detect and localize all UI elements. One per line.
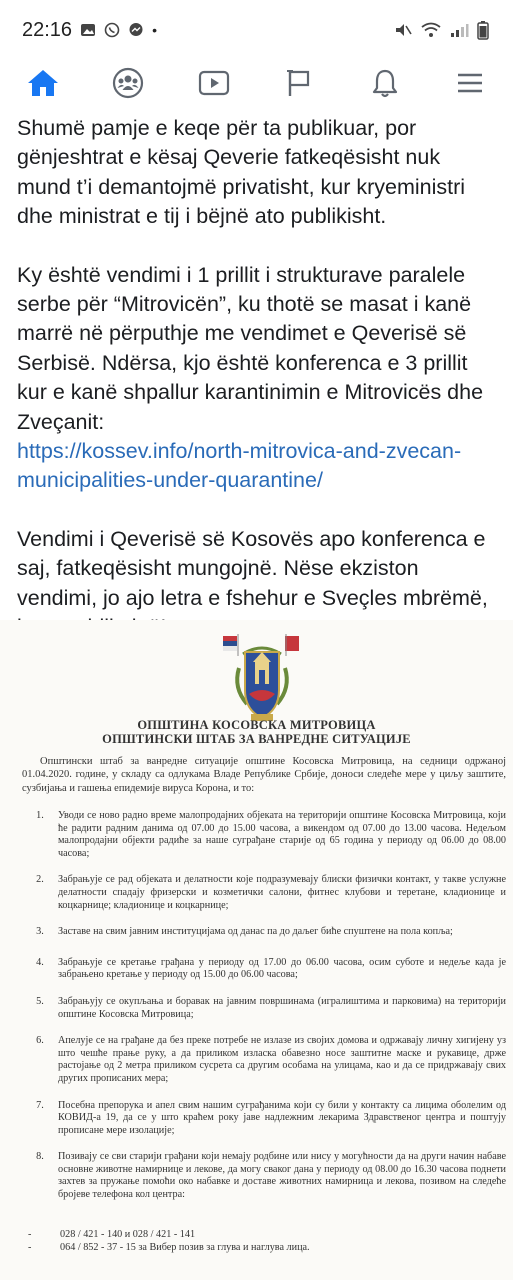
document-measures-list [22,810,506,1216]
flag-icon [284,68,314,98]
measure-item [22,810,506,860]
measure-text: Уводи се ново радно време малопродајних објеката на територији општине Косовска Митровица, који ће радити радним данима од 07.00 до 15.00 часова, а викендом од 07.00 до 13.00 часова. Недељом малопродајни објекти радиће за наше суграђане старије од 65 година у периоду од 06.00 до 08.00 часова; [58,810,506,859]
document-title: ОПШТИНА КОСОВСКА МИТРОВИЦА [137,718,376,732]
paragraph-gap [17,232,497,261]
measure-text: Апелује се на грађане да без преке потребе не излазе из својих домова и одржавају личну хигијену уз што чешће прање руку, а да приликом изласка обавезно носе заштитне маске и рукавице, држе растојање од 2 метра приликом сусрета са другим особама на улицама, као и да се придржавају свих других прописаних мера; [58,1035,506,1084]
municipality-coat-of-arms-icon [221,628,303,726]
tab-menu[interactable] [440,56,500,110]
tab-groups[interactable] [98,56,158,110]
top-navigation [0,56,513,110]
home-icon [26,68,60,98]
tab-notifications[interactable] [355,56,415,110]
more-dot-icon: • [152,22,157,38]
measure-number: 3. [36,926,44,938]
post-paragraph-3: Vendimi i Qeverisë së Kosovës apo konferenca e saj, fatkeqësisht mungojnë. Nëse ekziston vendimi, jo ajo letra e fshehur e Sveçles mbrëmë, [17,526,488,610]
measure-text: Забрањују се окупљања и боравак на јавним површинама (игралиштима и парковима) на територији општине Косовска Митровица; [58,995,506,1020]
measure-item [22,996,506,1021]
measure-item [22,926,506,939]
measure-item [22,1151,506,1201]
paragraph-gap [17,496,497,525]
mute-icon [393,22,413,38]
measure-text: Забрањује се рад објеката и делатности које подразумевају блиски физички контакт, у такве услужне делатности спадају фризерски и козметички салони, фитнес клубови и теретане, кладионице и коцкарнице; кладионице и коцкарнице; [58,874,506,911]
post-body [17,114,497,643]
measure-item [22,874,506,912]
phone-number: 028 / 421 - 140 и 028 / 421 - 141 [60,1229,196,1240]
gallery-icon [80,22,96,38]
status-right [393,20,489,40]
document-intro: Општински штаб за ванредне ситуације општине Косовска Митровица, на седници одржаној 01.04.2020. године, у складу са одлукама Владе Републике Србије, доноси следеће мере у циљу заштите, сузбијања и гашења епидемије вируса Корона, и то: [22,756,506,794]
document-subtitle: ОПШТИНСКИ ШТАБ ЗА ВАНРЕДНЕ СИТУАЦИЈЕ [102,732,411,746]
phone-line: - 064 / 852 - 37 - 15 за Вибер позив за глува и наглува лица. [28,1242,310,1253]
clock: 22:16 [22,18,73,41]
tab-home[interactable] [13,56,73,110]
measure-item [22,1100,506,1138]
measure-number: 8. [36,1151,44,1163]
phone-number: 064 / 852 - 37 - 15 за Вибер позив за глува и наглува лица. [60,1242,310,1253]
measure-number: 1. [36,810,44,821]
measure-number: 5. [36,995,44,1007]
measure-item [22,957,506,982]
post-paragraph-2: Ky është vendimi i 1 prillit i strukturave paralele serbe për “Mitrovicën”, ku thotë se masat i kanë marrë në përputhje me vendimet e Qeverisë së Serbisë. Ndërsa, kjo është konferenca e 3 prillit kur e kanë shpallur karantinimin e Mitrovicës dhe Zveçanit: [17,262,484,434]
bell-icon [370,67,400,99]
measure-number: 2. [36,874,44,886]
status-left [22,19,157,42]
wifi-icon [421,22,441,38]
tab-pages[interactable] [269,56,329,110]
status-bar [0,0,513,60]
groups-icon [112,67,144,99]
measure-text: Посебна препорука и апел свим нашим суграђанима који су били у контакту са лицима оболелим од КОВИД-а 19, да се у што краћем року јаве надлежним лекарима Здравственог центра и поштују прописане мере изолације; [58,1099,506,1136]
watch-video-icon [198,69,230,97]
hamburger-menu-icon [455,71,485,95]
measure-text: Забрањује се кретање грађана у периоду од 17.00 до 06.00 часова, осим суботе и недеље када је забрањено кретање у периоду од 15.00 до 06.00 часова; [58,956,506,981]
messenger-icon [128,22,144,38]
measure-text: Позивају се сви старији грађани који немају родбине или нису у могућности да на други начин набаве основне животне намирнице и лекове, да могу сваког дана у периоду од 08.00 до 16.30 часова поднети захтев за пружање помоћи око набавке и доставе животних намирница и лекова, позивом на следеће бројеве телефона кол центра: [58,1151,506,1201]
measure-number: 4. [36,956,44,968]
measure-number: 6. [36,1035,44,1047]
tab-watch[interactable] [184,56,244,110]
battery-icon [477,20,489,40]
post-document-image[interactable] [0,620,513,1280]
post-link[interactable]: https://kossev.info/north-mitrovica-and-zvecan-municipalities-under-quarantine/ [17,439,462,493]
whatsapp-icon [104,22,120,38]
post-paragraph-1: Shumë pamje e keqe për ta publikuar, por gënjeshtrat e kësaj Qeverie fatkeqësisht nuk mund t’i demantojmë privatisht, kur kryeministri dhe ministrat e tij i bëjnë ato publikisht. [17,116,466,229]
measure-number: 7. [36,1099,44,1111]
measure-text: Заставе на свим јавним институцијама од данас па до даљег биће спуштене на пола копља; [58,926,453,938]
measure-item [22,1035,506,1085]
phone-line: - 028 / 421 - 140 и 028 / 421 - 141 [28,1229,196,1240]
signal-icon [449,22,469,38]
call-center-phones [28,1228,488,1254]
